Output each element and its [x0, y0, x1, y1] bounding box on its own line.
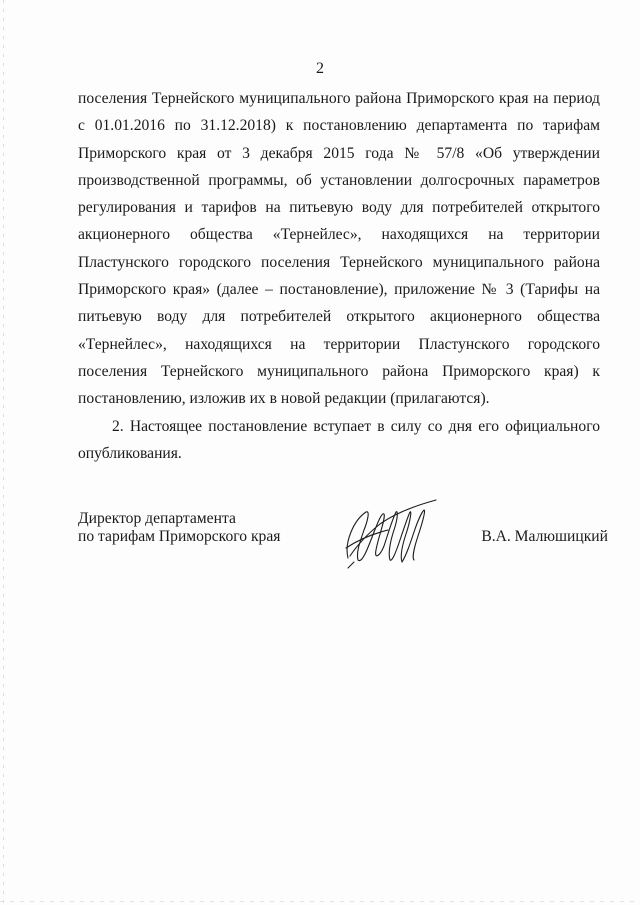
- handwritten-signature-icon: [318, 490, 458, 580]
- scan-edge-bottom: [0, 901, 640, 902]
- signer-title-line-2: по тарифам Приморского края: [78, 528, 281, 545]
- signer-name: В.А. Малюшицкий: [481, 528, 608, 545]
- signer-title-line-1: Директор департамента: [78, 510, 236, 527]
- signature-block: [78, 510, 608, 590]
- scan-edge-left: [3, 0, 4, 905]
- paragraph-continuation: поселения Тернейского муниципального района Приморского края на период с 01.01.2016 по 31.12.2018) к постановлению департамента по тарифам Приморского края от 3 декабря 2015 года № 57/8 «Об утверждении производственной программы, об установлении долгосрочных параметров регулирования и тарифов на питьевую воду для потребителей открытого акционерного общества «Тернейлес», находящихся на территории Пластунского городского поселения Тернейского муниципального района Приморского края» (далее – постановление), приложение № 3 (Тарифы на питьевую воду для потребителей открытого акционерного общества «Тернейлес», находящихся на территории Пластунского городского поселения Тернейского муниципального района Приморского края) к постановлению, изложив их в новой редакции (прилагаются).: [78, 90, 600, 408]
- body-text: [78, 85, 600, 467]
- signer-title: [78, 510, 318, 546]
- paragraph-effective-date: 2. Настоящее постановление вступает в силу со дня его официального опубликования.: [78, 417, 600, 462]
- page-number: 2: [316, 60, 324, 77]
